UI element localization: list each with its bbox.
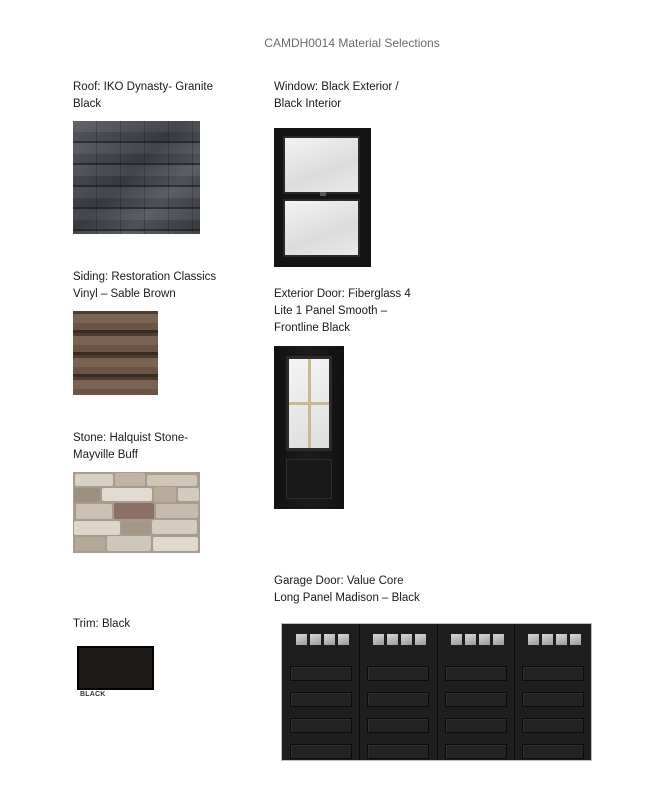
garage-panel — [445, 744, 507, 759]
roof-label — [73, 79, 213, 113]
exterior-door-image — [274, 346, 344, 509]
siding-label — [73, 269, 216, 303]
trim-label — [73, 616, 130, 633]
garage-section-divider — [359, 624, 360, 760]
door-label — [274, 286, 411, 337]
garage-window-lite — [528, 634, 539, 645]
garage-panel — [445, 692, 507, 707]
garage-panel — [522, 744, 584, 759]
garage-window-lite — [373, 634, 384, 645]
door-label-line3: Frontline Black — [274, 322, 351, 334]
trim-color-swatch — [77, 646, 154, 690]
roof-shingle-image — [73, 121, 200, 234]
garage-label-line2: Long Panel Madison – Black — [274, 592, 420, 604]
garage-panel — [367, 692, 429, 707]
garage-window-lite — [493, 634, 504, 645]
garage-window-lite — [310, 634, 321, 645]
garage-panel — [522, 718, 584, 733]
door-label-line2: Lite 1 Panel Smooth – — [274, 305, 388, 317]
garage-panel — [367, 744, 429, 759]
door-glass — [286, 356, 332, 451]
siding-label-line1: Siding: Restoration Classics — [73, 271, 217, 283]
trim-label-line1: Trim: Black — [73, 618, 131, 630]
stone-label-line1: Stone: Halquist Stone- — [73, 432, 189, 444]
stone-image — [73, 472, 200, 553]
window-upper-sash — [283, 136, 360, 194]
garage-panel — [290, 744, 352, 759]
window-latch — [320, 192, 326, 196]
garage-panel — [445, 666, 507, 681]
document-title: CAMDH0014 Material Selections — [264, 36, 440, 50]
garage-panel — [290, 718, 352, 733]
garage-window-lite — [570, 634, 581, 645]
garage-door-image — [281, 623, 592, 761]
stone-label-line2: Mayville Buff — [73, 449, 138, 461]
garage-label-line1: Garage Door: Value Core — [274, 575, 404, 587]
garage-panel — [367, 666, 429, 681]
door-panel — [286, 459, 332, 499]
garage-window-lite — [387, 634, 398, 645]
garage-window-lite — [451, 634, 462, 645]
door-muntin-horizontal — [289, 402, 329, 405]
door-label-line1: Exterior Door: Fiberglass 4 — [274, 288, 411, 300]
garage-window-lite — [479, 634, 490, 645]
window-label — [274, 79, 399, 113]
garage-panel — [290, 666, 352, 681]
garage-window-lite — [556, 634, 567, 645]
garage-panel — [522, 666, 584, 681]
garage-panel — [290, 692, 352, 707]
garage-section-divider — [437, 624, 438, 760]
siding-label-line2: Vinyl – Sable Brown — [73, 288, 176, 300]
garage-panel — [367, 718, 429, 733]
garage-panel — [522, 692, 584, 707]
garage-window-lite — [338, 634, 349, 645]
garage-window-lite — [465, 634, 476, 645]
garage-window-lite — [401, 634, 412, 645]
roof-label-line1: Roof: IKO Dynasty- Granite — [73, 81, 213, 93]
window-lower-sash — [283, 199, 360, 257]
stone-label — [73, 430, 188, 464]
garage-section-divider — [514, 624, 515, 760]
garage-label — [274, 573, 420, 607]
garage-window-lite — [324, 634, 335, 645]
trim-swatch-caption: BLACK — [80, 691, 106, 698]
roof-label-line2: Black — [73, 98, 102, 110]
garage-window-lite — [296, 634, 307, 645]
window-label-line1: Window: Black Exterior / — [274, 81, 399, 93]
siding-image — [73, 311, 158, 395]
garage-panel — [445, 718, 507, 733]
window-label-line2: Black Interior — [274, 98, 342, 110]
garage-window-lite — [542, 634, 553, 645]
window-image — [274, 128, 371, 267]
garage-window-lite — [415, 634, 426, 645]
